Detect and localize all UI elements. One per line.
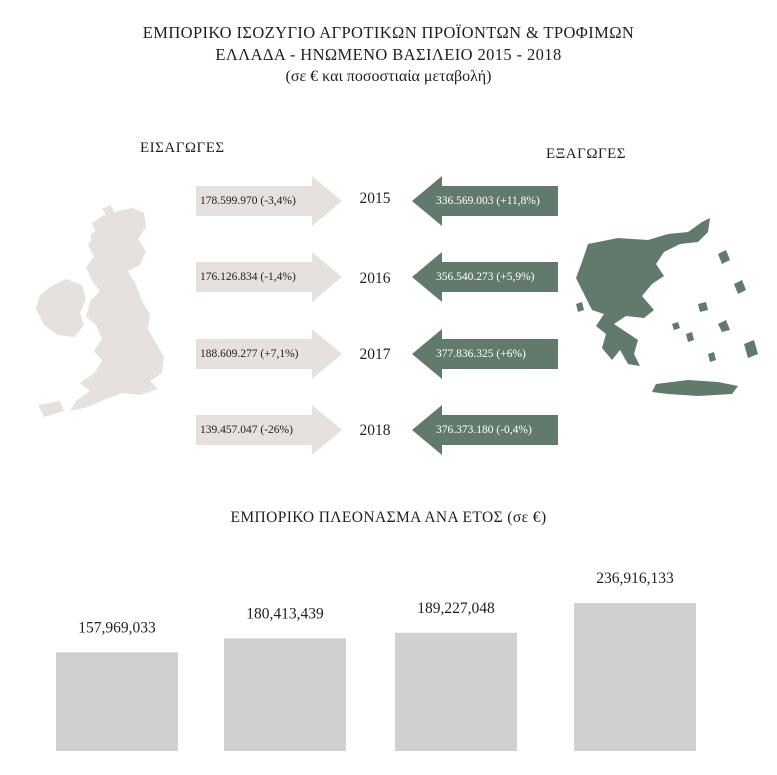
uk-map-icon bbox=[30, 205, 170, 425]
year-label-2018: 2018 bbox=[359, 422, 391, 439]
surplus-bar-3 bbox=[574, 603, 696, 751]
surplus-bar-0 bbox=[56, 652, 178, 751]
exports-label: ΕΞΑΓΩΓΕΣ bbox=[546, 146, 627, 162]
imports-label: ΕΙΣΑΓΩΓΕΣ bbox=[140, 140, 225, 156]
export-arrow-2017 bbox=[412, 329, 558, 379]
import-value-2017: 188.609.277 (+7,1%) bbox=[200, 348, 299, 360]
crete-shape bbox=[652, 380, 738, 396]
surplus-bar-2 bbox=[395, 633, 517, 751]
import-arrow-2018 bbox=[196, 405, 342, 455]
import-value-2015: 178.599.970 (-3,4%) bbox=[200, 195, 296, 207]
year-label-2017: 2017 bbox=[359, 346, 391, 363]
export-arrow-2016 bbox=[412, 252, 558, 302]
export-value-2017: 377.836.325 (+6%) bbox=[436, 348, 526, 360]
export-arrow-2015 bbox=[412, 176, 558, 226]
surplus-bar-chart bbox=[0, 540, 777, 770]
page-title-line2: ΕΛΛΑΔΑ - ΗΝΩΜΕΝΟ ΒΑΣΙΛΕΙΟ 2015 - 2018 bbox=[215, 45, 562, 64]
surplus-value-label-3: 236,916,133 bbox=[596, 570, 674, 587]
import-arrow-2015 bbox=[196, 176, 342, 226]
import-arrow-2017 bbox=[196, 329, 342, 379]
title-block bbox=[0, 22, 777, 88]
surplus-bar-1 bbox=[224, 638, 346, 751]
surplus-value-label-0: 157,969,033 bbox=[78, 619, 156, 637]
export-value-2015: 336.569.003 (+11,8%) bbox=[436, 195, 540, 207]
uk-mainland-shape bbox=[70, 208, 164, 411]
ireland-shape bbox=[36, 279, 86, 337]
export-value-2018: 376.373.180 (-0,4%) bbox=[436, 424, 532, 436]
page-subtitle: (σε € και ποσοστιαία μεταβολή) bbox=[285, 68, 492, 85]
year-label-2015: 2015 bbox=[359, 190, 391, 207]
bar-chart-title: ΕΜΠΟΡΙΚΟ ΠΛΕΟΝΑΣΜΑ ΑΝΑ ΕΤΟΣ (σε €) bbox=[230, 509, 547, 526]
export-value-2016: 356.540.273 (+5,9%) bbox=[436, 271, 535, 283]
greece-map-icon bbox=[568, 214, 763, 404]
import-value-2018: 139.457.047 (-26%) bbox=[200, 424, 293, 436]
import-arrow-2016 bbox=[196, 252, 342, 302]
page-title: ΕΜΠΟΡΙΚΟ ΙΣΟΖΥΓΙΟ ΑΓΡΟΤΙΚΩΝ ΠΡΟΪΟΝΤΩΝ & ΤΡΟΦΙΜΩΝ bbox=[142, 23, 635, 42]
surplus-value-label-1: 180,413,439 bbox=[246, 605, 324, 623]
greece-mainland-shape bbox=[576, 218, 710, 366]
year-label-2016: 2016 bbox=[359, 270, 391, 287]
surplus-value-label-2: 189,227,048 bbox=[417, 599, 495, 617]
import-value-2016: 176.126.834 (-1,4%) bbox=[200, 271, 296, 283]
export-arrow-2018 bbox=[412, 405, 558, 455]
